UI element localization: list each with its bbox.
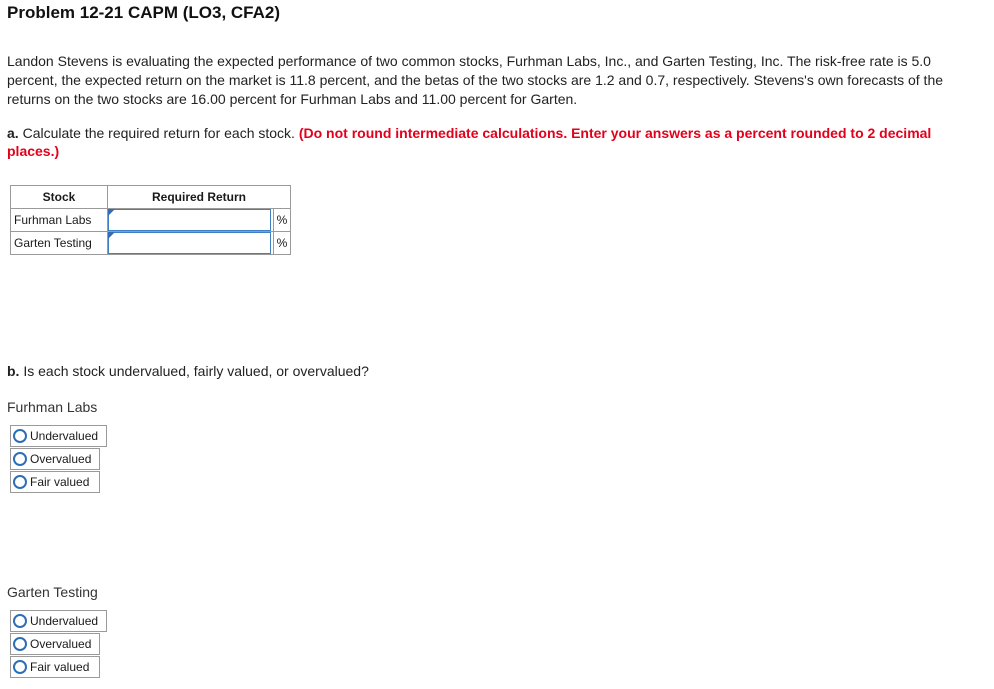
part-b-prompt xyxy=(7,363,369,379)
required-return-table xyxy=(10,185,291,255)
radio-circle-icon[interactable] xyxy=(13,637,27,651)
garten-radio-group xyxy=(10,610,107,679)
furhman-option-undervalued[interactable] xyxy=(10,425,107,447)
part-a-note: (Do not round intermediate calculations. Enter your answers as a percent rounded to 2 decimal places.) xyxy=(7,125,932,159)
option-label: Overvalued xyxy=(30,637,92,651)
row-label-furhman: Furhman Labs xyxy=(11,209,108,232)
required-return-cell xyxy=(108,209,291,232)
part-a-prompt xyxy=(7,124,957,160)
header-required-return: Required Return xyxy=(108,186,291,209)
option-label: Fair valued xyxy=(30,475,90,489)
radio-circle-icon[interactable] xyxy=(13,660,27,674)
radio-circle-icon[interactable] xyxy=(13,614,27,628)
table-row xyxy=(11,209,291,232)
row-label-garten: Garten Testing xyxy=(11,232,108,255)
furhman-option-overvalued[interactable] xyxy=(10,448,100,470)
garten-option-fair-valued[interactable] xyxy=(10,656,100,678)
furhman-radio-group xyxy=(10,425,107,494)
garten-required-return-input[interactable] xyxy=(108,232,271,254)
furhman-group-label: Furhman Labs xyxy=(7,399,98,415)
garten-option-overvalued[interactable] xyxy=(10,633,100,655)
radio-circle-icon[interactable] xyxy=(13,452,27,466)
option-label: Overvalued xyxy=(30,452,92,466)
problem-intro: Landon Stevens is evaluating the expected performance of two common stocks, Furhman Labs, Inc., and Garten Testing, Inc. The risk-free rate is 5.0 percent, the expected return on the market is 11.8 percent, and the betas of the two stocks are 1.2 and 0.7, respectively. Stevens's own forecasts of the returns on the two stocks are 16.00 percent for Furhman Labs and 11.00 percent for Garten. xyxy=(7,53,944,107)
percent-unit: % xyxy=(273,209,290,231)
option-label: Undervalued xyxy=(30,614,99,628)
radio-circle-icon[interactable] xyxy=(13,475,27,489)
required-return-cell xyxy=(108,232,291,255)
radio-circle-icon[interactable] xyxy=(13,429,27,443)
part-a-label: a. xyxy=(7,125,19,141)
option-label: Undervalued xyxy=(30,429,99,443)
furhman-required-return-input[interactable] xyxy=(108,209,271,231)
part-b-label: b. xyxy=(7,363,20,379)
percent-unit: % xyxy=(273,232,290,254)
problem-title: Problem 12-21 CAPM (LO3, CFA2) xyxy=(7,3,281,22)
garten-group-label: Garten Testing xyxy=(7,584,98,600)
table-row xyxy=(11,232,291,255)
furhman-option-fair-valued[interactable] xyxy=(10,471,100,493)
garten-option-undervalued[interactable] xyxy=(10,610,107,632)
part-a-question: Calculate the required return for each stock. xyxy=(18,125,299,141)
option-label: Fair valued xyxy=(30,660,90,674)
part-b-question: Is each stock undervalued, fairly valued, or overvalued? xyxy=(19,363,369,379)
header-stock: Stock xyxy=(11,186,108,209)
